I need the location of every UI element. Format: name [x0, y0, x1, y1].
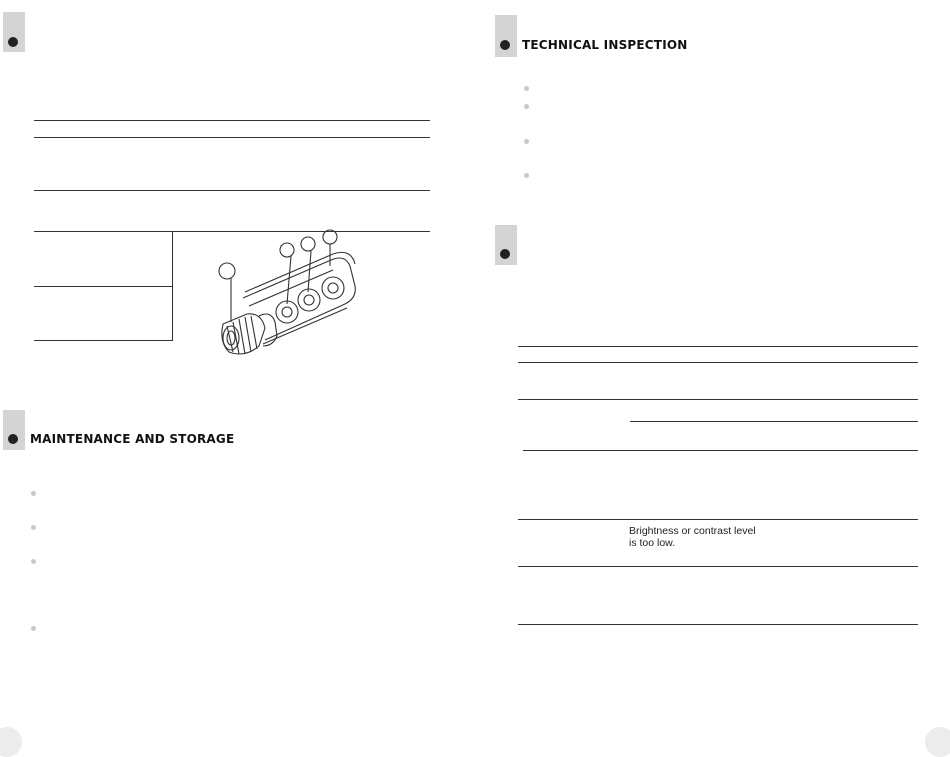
table-rule — [34, 340, 172, 341]
section-marker-icon — [500, 249, 510, 259]
table-rule — [518, 399, 918, 400]
table-rule — [34, 190, 430, 191]
list-bullet — [524, 173, 529, 178]
table-rule — [518, 346, 918, 347]
section-tab — [495, 225, 517, 265]
list-bullet — [31, 525, 36, 530]
device-illustration — [205, 226, 370, 361]
list-bullet — [524, 86, 529, 91]
table-rule — [518, 519, 918, 520]
table-cell-line: is too low. — [629, 537, 676, 549]
list-bullet — [31, 626, 36, 631]
table-rule — [34, 120, 430, 121]
table-rule — [34, 137, 430, 138]
list-bullet — [524, 139, 529, 144]
table-rule — [630, 421, 918, 422]
section-tab — [3, 410, 25, 450]
table-rule — [523, 450, 918, 451]
table-divider — [172, 231, 173, 341]
section-marker-icon — [8, 434, 18, 444]
table-cell-line: Brightness or contrast level — [629, 525, 756, 537]
table-rule — [34, 286, 172, 287]
maintenance-heading: MAINTENANCE AND STORAGE — [30, 432, 235, 446]
list-bullet — [31, 559, 36, 564]
list-bullet — [31, 491, 36, 496]
section-marker-icon — [500, 40, 510, 50]
table-rule — [518, 362, 918, 363]
list-bullet — [524, 104, 529, 109]
table-rule — [518, 566, 918, 567]
section-tab — [495, 15, 517, 57]
inspection-heading: TECHNICAL INSPECTION — [522, 38, 688, 52]
table-rule — [518, 624, 918, 625]
section-marker-icon — [8, 37, 18, 47]
